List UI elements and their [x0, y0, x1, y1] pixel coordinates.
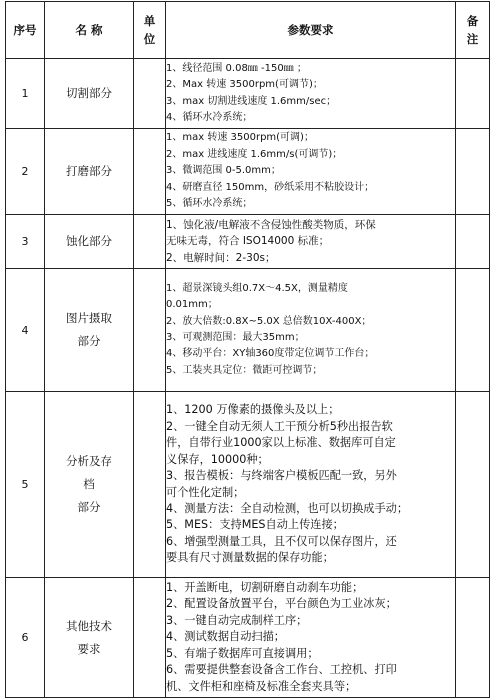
unit-cell: [134, 59, 166, 129]
item-name-line: 图片摄取: [66, 311, 112, 325]
param-line: 6、需要提供整套设备含工作台、工控机、打印: [166, 663, 397, 677]
remark-cell: [456, 59, 490, 129]
header-remark-top: 备: [466, 14, 479, 28]
remark-cell: [456, 578, 490, 698]
param-line: 1、max 转速 3500rpm(可调)；: [166, 132, 314, 144]
param-line: 4、测量方法：全自动检测，也可以切换成手动；: [166, 501, 409, 515]
header-remark-bottom: 注: [466, 32, 479, 46]
header-row: [6, 2, 490, 59]
param-line: 机、文件柜和座椅及标准全套夹具等；: [166, 679, 357, 693]
params-cell: [166, 215, 456, 269]
param-line: 3、可观测范围：最大35mm；: [166, 332, 305, 343]
param-line: 义保存，10000种；: [166, 452, 269, 466]
param-line: 5、有端子数据库可直接调用；: [166, 646, 319, 660]
table-row: [6, 129, 490, 215]
param-line: 1、开盖断电，切割研磨自动刹车功能；: [166, 581, 364, 595]
params-cell: [166, 129, 456, 215]
param-line: 无味无毒，符合 ISO14000 标准；: [166, 235, 330, 248]
param-line: 5、循环水冷系统；: [166, 198, 253, 210]
param-line: 4、测试数据自动扫描；: [166, 630, 285, 644]
item-name-line: 分析及存: [66, 454, 112, 468]
unit-cell: [134, 269, 166, 392]
item-name-line: 蚀化部分: [66, 234, 112, 248]
row-number: 1: [6, 59, 45, 129]
param-line: 2、一键全自动无须人工干预分析5秒出报告软: [166, 419, 393, 433]
header-params: 参数要求: [166, 2, 456, 59]
table-row: [6, 392, 490, 578]
item-name-line: 其他技术: [66, 618, 112, 633]
row-number: 5: [6, 392, 45, 578]
params-cell: [166, 578, 456, 698]
unit-cell: [134, 215, 166, 269]
item-name-line: 部分: [77, 500, 101, 514]
param-line: 2、max 进线速度 1.6mm/s(可调节)；: [166, 148, 343, 160]
param-line: 5、工装夹具定位：微距可控调节；: [166, 364, 323, 376]
remark-cell: [456, 129, 490, 215]
row-number: 2: [6, 129, 45, 215]
param-line: 4、研磨直径 150mm，砂纸采用不粘胶设计；: [166, 181, 375, 193]
param-line: 3、max 切割进线速度 1.6mm/sec；: [166, 95, 337, 107]
table-row: [6, 215, 490, 269]
param-line: 2、Max 转速 3500rpm(可调节)；: [166, 79, 323, 91]
row-number: 3: [6, 215, 45, 269]
param-line: 0.01mm；: [166, 299, 218, 311]
header-no: 序号: [6, 2, 45, 59]
param-line: 1、1200 万像素的摄像头及以上；: [166, 403, 340, 417]
item-name: [45, 578, 134, 698]
row-number: 4: [6, 269, 45, 392]
param-line: 2、电解时间：2-30s；: [166, 251, 276, 264]
param-line: 5、MES：支持MES自动上传连接；: [166, 518, 344, 532]
remark-cell: [456, 215, 490, 269]
item-name-line: 部分: [77, 334, 101, 348]
spec-table: [5, 1, 490, 698]
header-unit-top: 单: [143, 14, 156, 28]
header-remark: [456, 2, 490, 59]
unit-cell: [134, 392, 166, 578]
param-line: 3、微调范围 0-5.0mm；: [166, 165, 281, 177]
params-cell: [166, 59, 456, 129]
param-line: 6、增强型测量工具，且不仅可以保存图片，还: [166, 534, 397, 548]
item-name: [45, 269, 134, 392]
item-name: [45, 129, 134, 215]
param-line: 1、线径范围 0.08㎜ -150㎜ ；: [166, 62, 307, 74]
param-line: 4、移动平台：XY轴360度带定位调节工作台；: [166, 348, 375, 360]
table-row: [6, 269, 490, 392]
header-unit-bottom: 位: [143, 32, 156, 46]
unit-cell: [134, 578, 166, 698]
item-name: [45, 392, 134, 578]
param-line: 件，自带行业1000家以上标准、数据库可自定: [166, 436, 396, 450]
param-line: 可个性化定制；: [166, 485, 245, 499]
table-row: [6, 59, 490, 129]
remark-cell: [456, 392, 490, 578]
unit-cell: [134, 129, 166, 215]
param-line: 2、配置设备放置平台，平台颜色为工业冰灰；: [166, 597, 397, 611]
remark-cell: [456, 269, 490, 392]
param-line: 1、蚀化液/电解液不含侵蚀性酸类物质，环保: [166, 218, 376, 231]
param-line: 3、报告模板：与终端客户模板匹配一致，另外: [166, 469, 397, 483]
param-line: 要具有尺寸测量数据的保存功能；: [166, 551, 334, 565]
item-name: [45, 59, 134, 129]
item-name-line: 切割部分: [66, 86, 112, 100]
header-name: 名 称: [45, 2, 134, 59]
row-number: 6: [6, 578, 45, 698]
item-name: [45, 215, 134, 269]
header-unit: [134, 2, 166, 59]
params-cell: [166, 269, 456, 392]
item-name-line: 档: [83, 477, 95, 491]
param-line: 2、放大倍数:0.8X~5.0X 总倍数10X-400X；: [166, 315, 372, 327]
item-name-line: 打磨部分: [66, 164, 112, 178]
param-line: 4、循环水冷系统；: [166, 111, 253, 123]
param-line: 1、超景深镜头组0.7X～4.5X，测量精度: [166, 282, 348, 294]
table-row: [6, 578, 490, 698]
param-line: 3、一键自动完成制样工序；: [166, 613, 308, 627]
params-cell: [166, 392, 456, 578]
item-name-line: 要求: [77, 641, 101, 656]
